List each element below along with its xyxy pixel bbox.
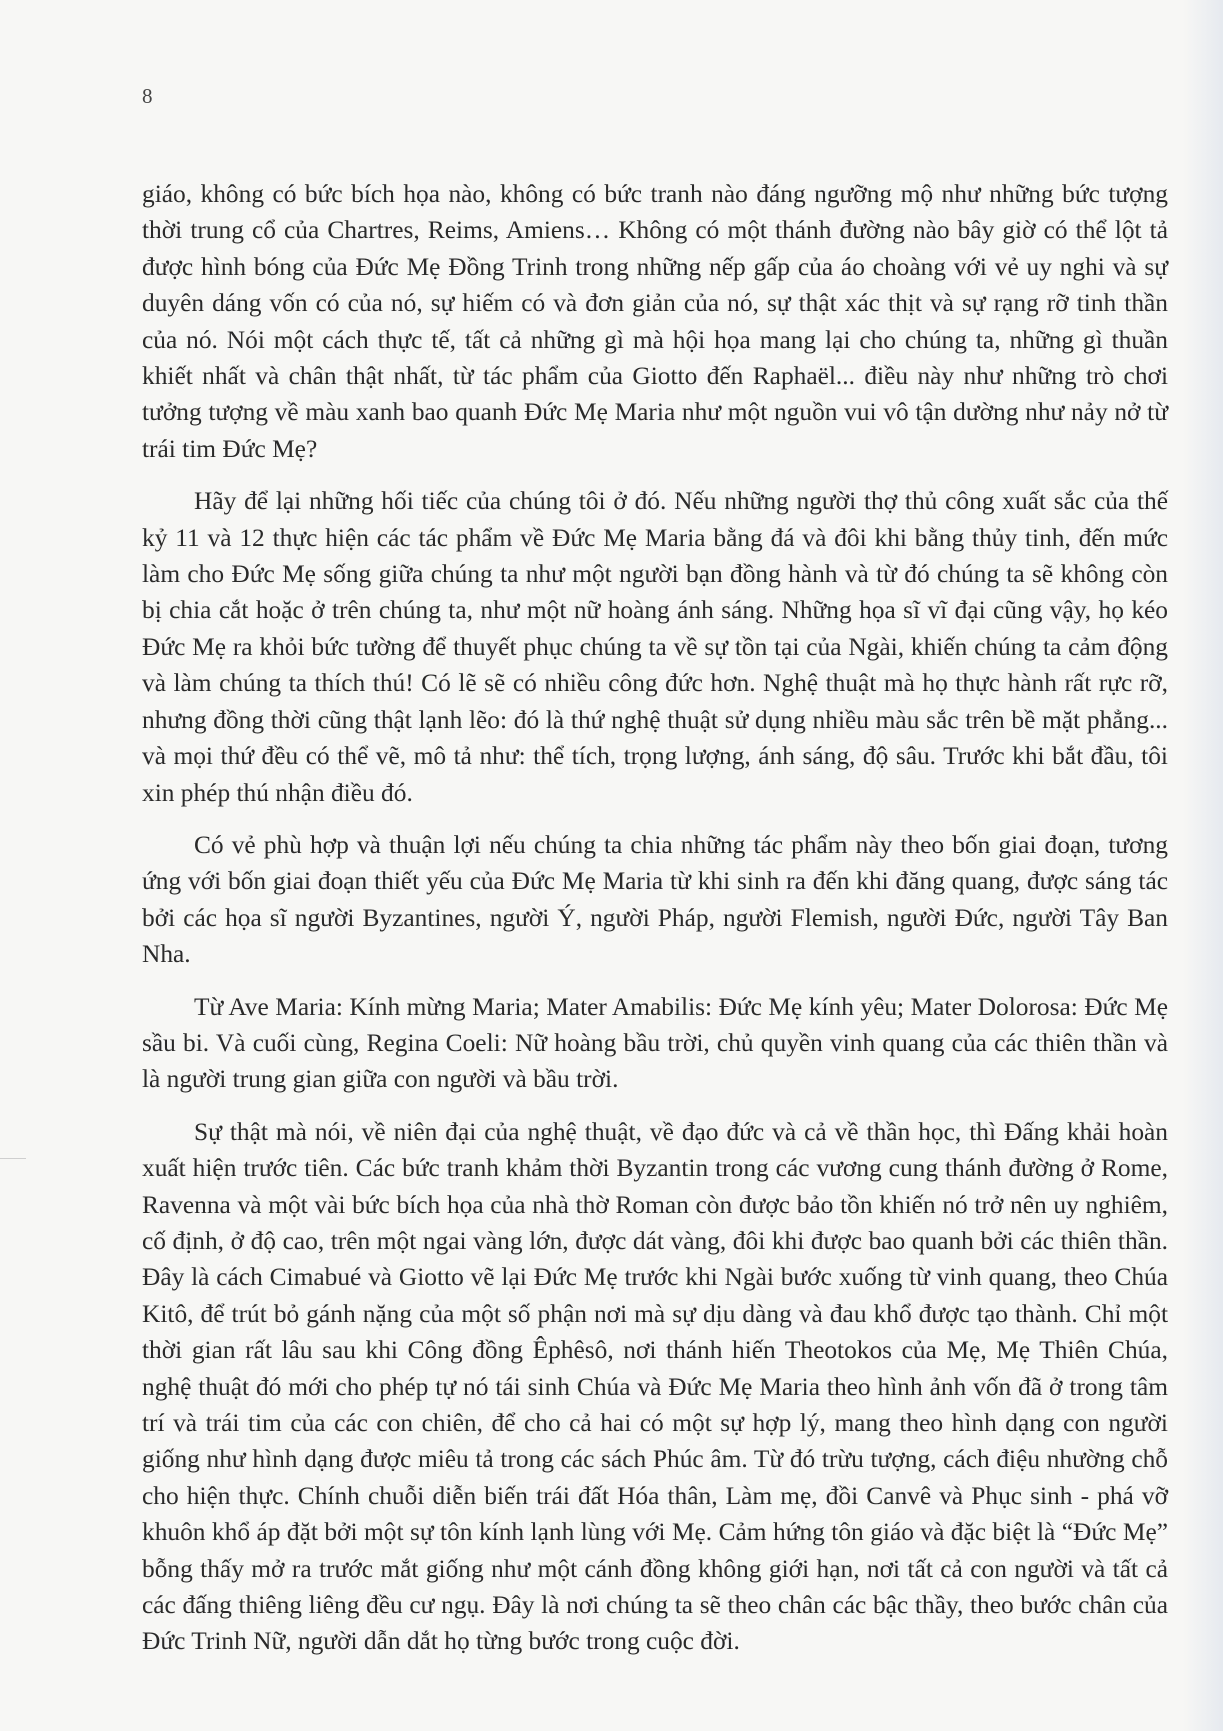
paragraph-1: giáo, không có bức bích họa nào, không có bức tranh nào đáng ngưỡng mộ như những bức tượng thời trung cổ của Chartres, Reims, Amiens… Không có một thánh đường nào bây giờ có thể lột tả được hình bóng của Đức Mẹ Đồng Trinh trong những nếp gấp của áo choàng với vẻ uy nghi và sự duyên dáng vốn có của nó, sự hiếm có và đơn giản của nó, sự thật xác thịt và sự rạng rỡ tinh thần của nó. Nói một cách thực tế, tất cả những gì mà hội họa mang lại cho chúng ta, những gì thuần khiết nhất và chân thật nhất, từ tác phẩm của Giotto đến Raphaël... điều này như những trò chơi tưởng tượng về màu xanh bao quanh Đức Mẹ Maria như một nguồn vui vô tận dường như nảy nở từ trái tim Đức Mẹ? <box>142 180 1168 463</box>
page-number: 8 <box>142 84 153 108</box>
paragraph-2: Hãy để lại những hối tiếc của chúng tôi ở đó. Nếu những người thợ thủ công xuất sắc của thế kỷ 11 và 12 thực hiện các tác phẩm về Đức Mẹ Maria bằng đá và đôi khi bằng thủy tinh, đến mức làm cho Đức Mẹ sống giữa chúng ta như một người bạn đồng hành và từ đó chúng ta sẽ không còn bị chia cắt hoặc ở trên chúng ta, như một nữ hoàng ánh sáng. Những họa sĩ vĩ đại cũng vậy, họ kéo Đức Mẹ ra khỏi bức tường để thuyết phục chúng ta về sự tồn tại của Ngài, khiến chúng ta cảm động và làm chúng ta thích thú! Có lẽ sẽ có nhiều công đức hơn. Nghệ thuật mà họ thực hành rất rực rỡ, nhưng đồng thời cũng thật lạnh lẽo: đó là thứ nghệ thuật sử dụng nhiều màu sắc trên bề mặt phẳng... và mọi thứ đều có thể vẽ, mô tả như: thể tích, trọng lượng, ánh sáng, độ sâu. Trước khi bắt đầu, tôi xin phép thú nhận điều đó. <box>142 487 1168 807</box>
page-edge-shadow <box>1183 0 1223 1731</box>
paragraph-3: Có vẻ phù hợp và thuận lợi nếu chúng ta chia những tác phẩm này theo bốn giai đoạn, tương ứng với bốn giai đoạn thiết yếu của Đức Mẹ Maria từ khi sinh ra đến khi đăng quang, được sáng tác bởi các họa sĩ người Byzantines, người Ý, người Pháp, người Flemish, người Đức, người Tây Ban Nha. <box>142 830 1168 969</box>
paragraph-4: Từ Ave Maria: Kính mừng Maria; Mater Amabilis: Đức Mẹ kính yêu; Mater Dolorosa: Đức Mẹ sầu bi. Và cuối cùng, Regina Coeli: Nữ hoàng bầu trời, chủ quyền vinh quang của các thiên thần và là người trung gian giữa con người và bầu trời. <box>142 992 1168 1094</box>
scan-edge-mark <box>0 1158 26 1159</box>
body-text <box>142 176 1168 1676</box>
paragraph-5: Sự thật mà nói, về niên đại của nghệ thuật, về đạo đức và cả về thần học, thì Đấng khải hoàn xuất hiện trước tiên. Các bức tranh khảm thời Byzantin trong các vương cung thánh đường ở Rome, Ravenna và một vài bức bích họa của nhà thờ Roman còn được bảo tồn khiến nó trở nên uy nghiêm, cố định, ở độ cao, trên một ngai vàng lớn, được dát vàng, đôi khi được bao quanh bởi các thiên thần. Đây là cách Cimabué và Giotto vẽ lại Đức Mẹ trước khi Ngài bước xuống từ vinh quang, theo Chúa Kitô, để trút bỏ gánh nặng của một số phận nơi mà sự dịu dàng và đau khổ được tạo thành. Chỉ một thời gian rất lâu sau khi Công đồng Êphêsô, nơi thánh hiến Theotokos của Mẹ, Mẹ Thiên Chúa, nghệ thuật đó mới cho phép tự nó tái sinh Chúa và Đức Mẹ Maria theo hình ảnh vốn đã ở trong tâm trí và trái tim của các con chiên, để cho cả hai có một sự hợp lý, mang theo hình dạng con người giống như hình dạng được miêu tả trong các sách Phúc âm. Từ đó trừu tượng, cách điệu nhường chỗ cho hiện thực. Chính chuỗi diễn biến trái đất Hóa thân, Làm mẹ, đồi Canvê và Phục sinh - phá vỡ khuôn khổ áp đặt bởi một sự tôn kính lạnh lùng với Mẹ. Cảm hứng tôn giáo và đặc biệt là “Đức Mẹ” bỗng thấy mở ra trước mắt giống như một cánh đồng không giới hạn, nơi tất cả con người và tất cả các đấng thiêng liêng đều cư ngụ. Đây là nơi chúng ta sẽ theo chân các bậc thầy, theo bước chân của Đức Trinh Nữ, người dẫn dắt họ từng bước trong cuộc đời. <box>142 1117 1168 1656</box>
